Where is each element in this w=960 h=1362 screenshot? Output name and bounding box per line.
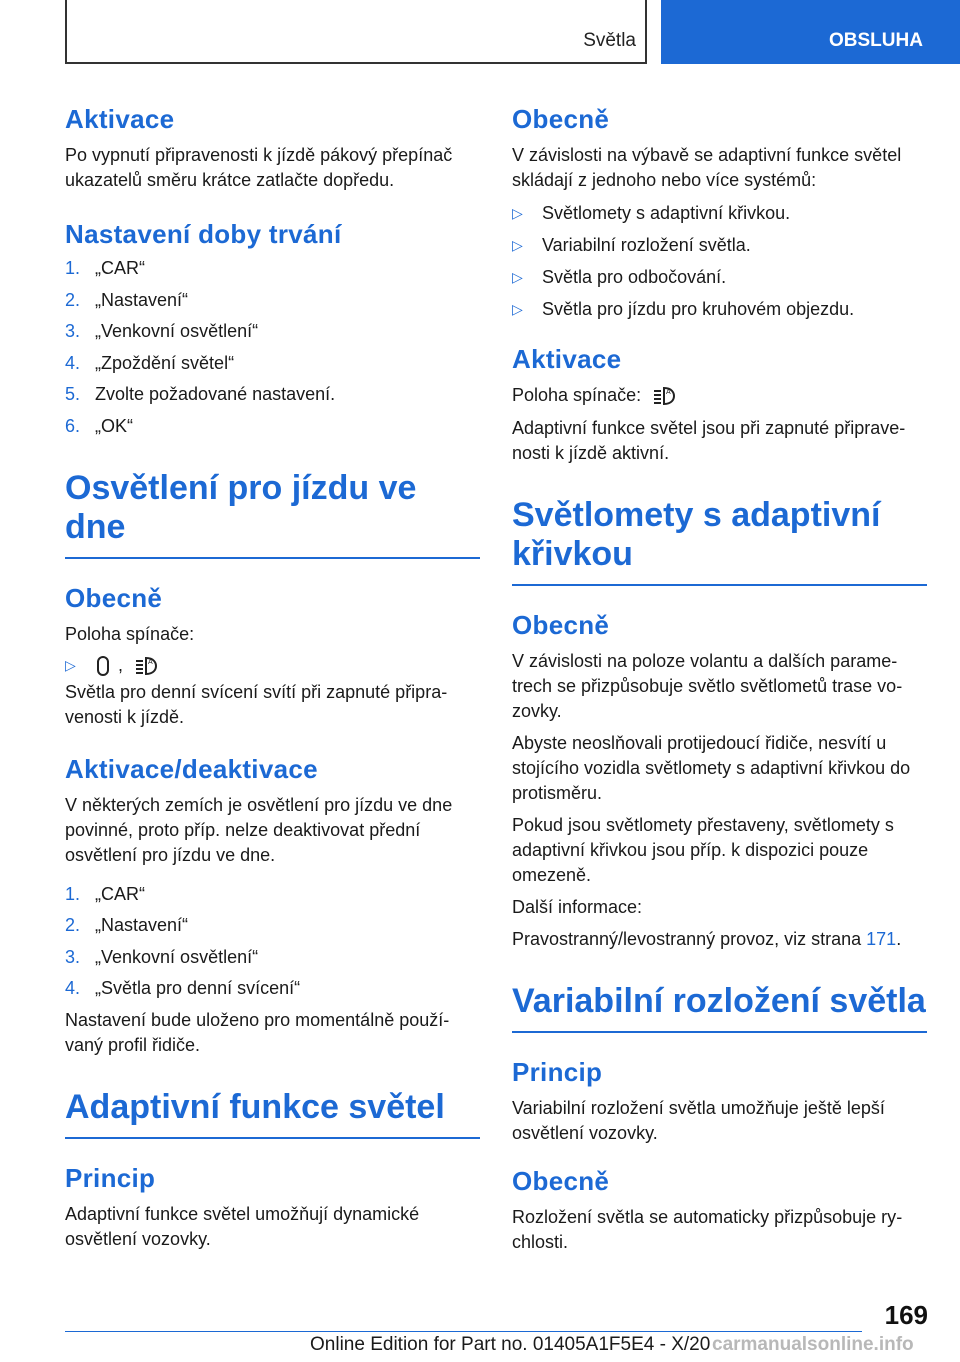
svg-text:A: A bbox=[148, 658, 153, 666]
list-item: 6. „OK“ bbox=[65, 415, 133, 436]
saved-text: Nastavení bude uloženo pro momentálně používaný profil řidiče. bbox=[65, 1009, 450, 1055]
list-item: ▷ Světla pro odbočování. bbox=[512, 265, 927, 290]
list-item: 5. Zvolte požadované nastavení. bbox=[65, 384, 336, 404]
header-section-title: Světla bbox=[583, 30, 636, 51]
list-item: 4. „Světla pro denní svícení“ bbox=[65, 978, 301, 999]
aktivace-text-right: Adaptivní funkce světel jsou při zapnuté připravenosti k jízdě aktivní. bbox=[512, 418, 906, 463]
list-item: 1. „CAR“ bbox=[65, 258, 145, 278]
list-item: ▷ Světlomety s adaptivní křivkou. bbox=[512, 201, 927, 226]
curve-more: Další informace: bbox=[512, 897, 643, 918]
light-off-icon bbox=[95, 655, 111, 677]
auto-headlight-icon bbox=[652, 385, 678, 407]
list-item: 3. „Venkovní osvětlení“ bbox=[65, 321, 259, 341]
heading-aktdeakt: Aktivace/deaktivace bbox=[65, 753, 318, 784]
heading-variable: Variabilní rozložení světla bbox=[512, 982, 927, 1033]
heading-obecne-right: Obecně bbox=[512, 104, 610, 134]
page-link[interactable]: 171 bbox=[866, 929, 897, 950]
heading-obecne: Obecně bbox=[65, 582, 163, 613]
footer-edition: Online Edition for Part no. 01405A1F5E4 - X/20 bbox=[310, 1334, 711, 1355]
list-item: ▷ Variabilní rozložení světla. bbox=[512, 233, 927, 258]
heading-curve-obecne: Obecně bbox=[512, 610, 610, 641]
switch-label-right: Poloha spínače: A bbox=[512, 383, 927, 408]
heading-daylight: Osvětlení pro jízdu ve dne bbox=[65, 469, 480, 559]
left-column bbox=[65, 100, 480, 1252]
switch-positions bbox=[65, 653, 480, 678]
heading-princip: Princip bbox=[65, 1162, 156, 1193]
heading-duration: Nastavení doby trvání bbox=[65, 219, 342, 249]
aktdeakt-text: V některých zemích je osvětlení pro jízdu ve dne povinné, proto příp. nelze deaktivovat přední osvětlení pro jízdu ve dne. bbox=[65, 794, 453, 865]
bullet-triangle-icon: ▷ bbox=[512, 269, 523, 285]
footer-divider bbox=[65, 1331, 862, 1332]
watermark: carmanualsonline.info bbox=[712, 1334, 914, 1355]
list-item: 2. „Nastavení“ bbox=[65, 915, 189, 936]
bullet-triangle-icon: ▷ bbox=[512, 237, 523, 253]
duration-steps bbox=[65, 256, 480, 439]
curve-p3: Pokud jsou světlomety přestaveny, světlomety s adaptivní křivkou jsou příp. k dispozici pouze omezeně. bbox=[512, 815, 894, 886]
heading-aktivace-right: Aktivace bbox=[512, 344, 622, 374]
obecne-text: V závislosti na výbavě se adaptivní funkce světel skládají z jednoho nebo více systémů: bbox=[512, 145, 902, 190]
bullet-triangle-icon: ▷ bbox=[65, 656, 76, 673]
curve-p1: V závislosti na poloze volantu a dalších parametrech se přizpůsobuje světlo světlometů trase vozovky. bbox=[512, 651, 903, 722]
switch-label: Poloha spínače: bbox=[65, 623, 195, 644]
aktivace-text: Po vypnutí připravenosti k jízdě pákový přepínač ukazatelů směru krátce zatlačte dopředu. bbox=[65, 145, 453, 190]
list-item: 1. „CAR“ bbox=[65, 883, 145, 904]
bullet-triangle-icon: ▷ bbox=[512, 205, 523, 221]
list-item: 2. „Nastavení“ bbox=[65, 289, 189, 310]
header-chapter-tab[interactable]: OBSLUHA bbox=[661, 0, 960, 64]
var-obecne-text: Rozložení světla se automaticky přizpůsobuje rychlosti. bbox=[512, 1207, 903, 1253]
systems-list bbox=[512, 201, 927, 322]
curve-reference: Pravostranný/levostranný provoz, viz strana 171. bbox=[512, 929, 902, 950]
heading-var-princip: Princip bbox=[512, 1057, 603, 1088]
curve-p2: Abyste neoslňovali protijedoucí řidiče, nesvítí u stojícího vozidla světlomety s adaptivní křivkou do protisměru. bbox=[512, 733, 911, 804]
daylight-text: Světla pro denní svícení svítí při zapnuté připravenosti k jízdě. bbox=[65, 681, 448, 727]
svg-text:A: A bbox=[666, 389, 671, 397]
page-number: 169 bbox=[884, 1300, 928, 1330]
heading-curve: Světlomety s adaptivní křivkou bbox=[512, 496, 927, 586]
list-item: 3. „Venkovní osvětlení“ bbox=[65, 946, 259, 967]
aktdeakt-steps bbox=[65, 882, 480, 1002]
var-princip-text: Variabilní rozložení světla umožňuje ještě lepší osvětlení vozovky. bbox=[512, 1098, 885, 1144]
heading-aktivace: Aktivace bbox=[65, 104, 175, 134]
princip-text: Adaptivní funkce světel umožňují dynamické osvětlení vozovky. bbox=[65, 1203, 420, 1249]
heading-var-obecne: Obecně bbox=[512, 1166, 610, 1197]
heading-adaptive: Adaptivní funkce světel bbox=[65, 1088, 480, 1139]
right-column bbox=[512, 100, 927, 1255]
bullet-triangle-icon: ▷ bbox=[512, 301, 523, 317]
list-item: ▷ Světla pro jízdu pro kruhovém objezdu. bbox=[512, 297, 927, 322]
list-item: ▷ , A bbox=[65, 653, 480, 678]
auto-headlight-icon bbox=[134, 655, 160, 677]
list-item: 4. „Zpoždění světel“ bbox=[65, 352, 235, 373]
